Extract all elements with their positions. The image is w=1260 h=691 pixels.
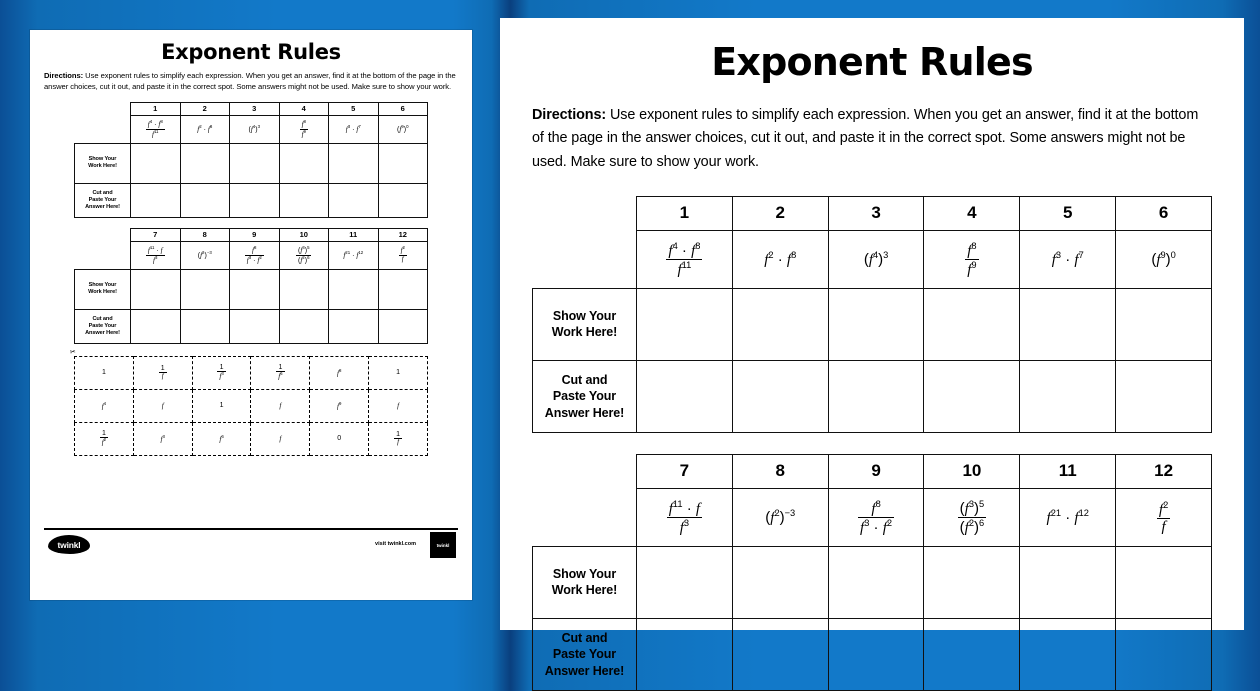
answer-choice-cell[interactable]: $\frac{1}{f^2}$: [75, 422, 134, 455]
table-corner-cell: [533, 196, 637, 230]
expression-cell: $(f^2)^{-3}$: [732, 488, 828, 546]
work-answer-cell[interactable]: [279, 143, 329, 183]
answer-choice-cell[interactable]: f: [133, 389, 192, 422]
problem-number-cell: 3: [230, 102, 280, 115]
paste-answer-cell[interactable]: [1116, 360, 1212, 432]
thumbnail-directions: [44, 71, 458, 93]
paste-answer-cell[interactable]: [329, 183, 379, 217]
answer-choice-cell[interactable]: f: [369, 389, 428, 422]
paste-answer-cell[interactable]: [279, 309, 329, 343]
problem-number-cell: 8: [180, 228, 230, 241]
expression-cell: $\frac{f^8}{f^9}$: [279, 115, 329, 143]
paste-answer-cell[interactable]: [230, 309, 280, 343]
paste-answer-cell[interactable]: [828, 618, 924, 690]
table-corner-cell: [533, 454, 637, 488]
work-answer-cell[interactable]: [180, 143, 230, 183]
table-spacer: [74, 218, 428, 228]
problem-number-cell: 1: [637, 196, 733, 230]
answer-choice-cell[interactable]: $\frac{1}{f^6}$: [251, 356, 310, 389]
thumbnail-exercise-table-1: [74, 102, 428, 218]
paste-answer-cell[interactable]: [131, 183, 181, 217]
directions-label: Directions:: [532, 107, 607, 123]
problem-number-cell: 1: [131, 102, 181, 115]
problem-number-cell: 10: [924, 454, 1020, 488]
problem-number-cell: 10: [279, 228, 329, 241]
paste-answer-label: Cut and Paste Your Answer Here!: [533, 360, 637, 432]
expression-cell: $\frac{f^2}{f}$: [378, 241, 428, 269]
table-corner-cell: [75, 228, 131, 241]
paste-answer-cell[interactable]: [378, 309, 428, 343]
paste-answer-label: Cut and Paste Your Answer Here!: [533, 618, 637, 690]
expression-cell: $\frac{f^{11} \cdot f}{f^3}$: [637, 488, 733, 546]
paste-answer-cell[interactable]: [180, 309, 230, 343]
expression-cell: $(f^2)^{-3}$: [180, 241, 230, 269]
problem-number-cell: 7: [637, 454, 733, 488]
answer-choice-cell[interactable]: $\frac{1}{f}$: [133, 356, 192, 389]
problem-number-cell: 8: [732, 454, 828, 488]
thumbnail-directions-label: Directions:: [44, 71, 84, 80]
answer-choice-cell[interactable]: 1: [369, 356, 428, 389]
expression-cell: $f^3 \cdot f^7$: [1020, 230, 1116, 288]
problem-number-cell: 11: [329, 228, 379, 241]
table-row: [75, 269, 428, 309]
problem-number-cell: 5: [1020, 196, 1116, 230]
table-row: [75, 143, 428, 183]
problem-number-cell: 3: [828, 196, 924, 230]
paste-answer-label: Cut and Paste Your Answer Here!: [75, 183, 131, 217]
problem-number-cell: 6: [1116, 196, 1212, 230]
work-answer-cell[interactable]: [329, 143, 379, 183]
work-answer-cell[interactable]: [1116, 546, 1212, 618]
scissors-icon: ✂: [69, 348, 77, 356]
answer-choices-section: [44, 348, 458, 456]
paste-answer-cell[interactable]: [230, 183, 280, 217]
problem-number-cell: 5: [329, 102, 379, 115]
answer-choices-grid: [74, 356, 428, 456]
expression-cell: $f^{21} \cdot f^{12}$: [1020, 488, 1116, 546]
show-work-label: Show Your Work Here!: [533, 546, 637, 618]
work-answer-cell[interactable]: [732, 546, 828, 618]
paste-answer-cell[interactable]: [924, 618, 1020, 690]
work-answer-cell[interactable]: [637, 288, 733, 360]
expression-cell: $f^{21} \cdot f^{12}$: [329, 241, 379, 269]
work-answer-cell[interactable]: [828, 546, 924, 618]
problem-number-cell: 2: [180, 102, 230, 115]
work-answer-cell[interactable]: [131, 143, 181, 183]
table-row: [75, 228, 428, 241]
thumbnail-page-title: Exponent Rules: [161, 40, 341, 64]
expression-cell: $\frac{f^2}{f}$: [1116, 488, 1212, 546]
table-row: [533, 360, 1212, 432]
answer-choice-cell[interactable]: 1: [75, 356, 134, 389]
work-answer-cell[interactable]: [131, 269, 181, 309]
answer-choice-cell[interactable]: f: [251, 389, 310, 422]
paste-answer-cell[interactable]: [732, 360, 828, 432]
table-row: [75, 309, 428, 343]
table-row: [533, 618, 1212, 690]
work-answer-cell[interactable]: [378, 143, 428, 183]
answer-choice-cell[interactable]: $f^8$: [310, 356, 369, 389]
paste-answer-cell[interactable]: [924, 360, 1020, 432]
table-row: [533, 546, 1212, 618]
directions-text: Use exponent rules to simplify each expression. When you get an answer, find it at the bottom of the page in the answer choices, cut it out, and paste it in the correct spot. Some answers might not be used. Make sure to show your work.: [532, 107, 1199, 170]
expression-cell: $f^3 \cdot f^7$: [329, 115, 379, 143]
problem-number-cell: 6: [378, 102, 428, 115]
paste-answer-label: Cut and Paste Your Answer Here!: [75, 309, 131, 343]
twinkl-badge-icon: [430, 532, 456, 558]
table-corner-cell: [75, 241, 131, 269]
expression-cell: $\frac{(f^3)^5}{(f^2)^6}$: [924, 488, 1020, 546]
table-row: [533, 488, 1212, 546]
work-answer-cell[interactable]: [924, 288, 1020, 360]
paste-answer-cell[interactable]: [329, 309, 379, 343]
answer-choice-cell[interactable]: $f^9$: [310, 389, 369, 422]
paste-answer-cell[interactable]: [131, 309, 181, 343]
answer-row: [75, 389, 428, 422]
expression-cell: $(f^9)^0$: [1116, 230, 1212, 288]
expression-cell: $\frac{f^4 \cdot f^8}{f^{11}}$: [637, 230, 733, 288]
expression-cell: $(f^4)^3$: [828, 230, 924, 288]
problem-number-cell: 4: [279, 102, 329, 115]
show-work-label: Show Your Work Here!: [75, 269, 131, 309]
page-footer: [44, 528, 458, 562]
work-answer-cell[interactable]: [1020, 546, 1116, 618]
show-work-label: Show Your Work Here!: [533, 288, 637, 360]
twinkl-badge-label: twinkl: [436, 542, 450, 548]
table-spacer: [532, 433, 1212, 454]
answer-row: [75, 422, 428, 455]
expression-cell: $\frac{f^8}{f^3 \cdot f^2}$: [230, 241, 280, 269]
paste-answer-cell[interactable]: [637, 360, 733, 432]
table-row: [75, 183, 428, 217]
expression-cell: $\frac{f^8}{f^9}$: [924, 230, 1020, 288]
paste-answer-cell[interactable]: [828, 360, 924, 432]
table-row: [533, 230, 1212, 288]
worksheet-main-page[interactable]: [500, 18, 1244, 678]
paste-answer-cell[interactable]: [279, 183, 329, 217]
table-row: [533, 288, 1212, 360]
table-corner-cell: [75, 102, 131, 115]
work-answer-cell[interactable]: [329, 269, 379, 309]
work-answer-cell[interactable]: [1020, 288, 1116, 360]
work-answer-cell[interactable]: [828, 288, 924, 360]
problem-number-cell: 4: [924, 196, 1020, 230]
expression-cell: $f^2 \cdot f^8$: [732, 230, 828, 288]
expression-cell: $(f^9)^0$: [378, 115, 428, 143]
table-row: [75, 102, 428, 115]
paste-answer-cell[interactable]: [378, 183, 428, 217]
visit-website-text: visit twinkl.com: [375, 541, 416, 547]
table-corner-cell: [533, 230, 637, 288]
table-row: [75, 241, 428, 269]
expression-cell: $f^2 \cdot f^8$: [180, 115, 230, 143]
answer-choice-cell[interactable]: $\frac{1}{f^3}$: [192, 356, 251, 389]
paste-answer-cell[interactable]: [180, 183, 230, 217]
paste-answer-cell[interactable]: [1116, 618, 1212, 690]
show-work-label: Show Your Work Here!: [75, 143, 131, 183]
paste-answer-cell[interactable]: [1020, 618, 1116, 690]
problem-number-cell: 9: [230, 228, 280, 241]
thumbnail-table-1-wrapper: [44, 102, 458, 344]
exercise-table-1: [532, 196, 1212, 433]
main-tables-wrapper: [532, 196, 1212, 691]
problem-number-cell: 11: [1020, 454, 1116, 488]
work-answer-cell[interactable]: [637, 546, 733, 618]
answer-choice-cell[interactable]: $f^6$: [192, 422, 251, 455]
paste-answer-cell[interactable]: [732, 618, 828, 690]
expression-cell: $\frac{f^4 \cdot f^8}{f^{11}}$: [131, 115, 181, 143]
directions: [532, 104, 1212, 174]
twinkl-logo: twinkl: [48, 535, 90, 554]
table-row: [533, 454, 1212, 488]
work-answer-cell[interactable]: [180, 269, 230, 309]
problem-number-cell: 12: [378, 228, 428, 241]
answer-choice-cell[interactable]: 1: [192, 389, 251, 422]
work-answer-cell[interactable]: [378, 269, 428, 309]
problem-number-cell: 9: [828, 454, 924, 488]
expression-cell: $(f^4)^3$: [230, 115, 280, 143]
table-row: [75, 115, 428, 143]
expression-cell: $\frac{(f^3)^5}{(f^2)^6}$: [279, 241, 329, 269]
work-answer-cell[interactable]: [230, 269, 280, 309]
problem-number-cell: 2: [732, 196, 828, 230]
work-answer-cell[interactable]: [279, 269, 329, 309]
work-answer-cell[interactable]: [924, 546, 1020, 618]
table-corner-cell: [75, 115, 131, 143]
answer-row: [75, 356, 428, 389]
thumbnail-directions-text: Use exponent rules to simplify each expression. When you get an answer, find it at the bottom of the page in the answer choices, cut it out, and paste it in the correct spot. Some answers might not be used. Make sure to show your work.: [44, 71, 456, 91]
work-answer-cell[interactable]: [1116, 288, 1212, 360]
paste-answer-cell[interactable]: [1020, 360, 1116, 432]
page-title: Exponent Rules: [711, 40, 1033, 84]
problem-number-cell: 7: [131, 228, 181, 241]
table-row: [533, 196, 1212, 230]
exercise-table-2: [532, 454, 1212, 691]
answer-choice-cell[interactable]: $f^4$: [75, 389, 134, 422]
thumbnail-exercise-table-2: [74, 228, 428, 344]
problem-number-cell: 12: [1116, 454, 1212, 488]
answer-choice-cell[interactable]: $\frac{1}{f}$: [369, 422, 428, 455]
expression-cell: $\frac{f^{11} \cdot f}{f^3}$: [131, 241, 181, 269]
worksheet-thumbnail-page[interactable]: [30, 30, 472, 600]
table-corner-cell: [533, 488, 637, 546]
paste-answer-cell[interactable]: [637, 618, 733, 690]
expression-cell: $\frac{f^8}{f^3 \cdot f^2}$: [828, 488, 924, 546]
work-answer-cell[interactable]: [732, 288, 828, 360]
work-answer-cell[interactable]: [230, 143, 280, 183]
answer-choice-cell[interactable]: f: [251, 422, 310, 455]
answer-choice-cell[interactable]: 0: [310, 422, 369, 455]
answer-choice-cell[interactable]: $f^3$: [133, 422, 192, 455]
